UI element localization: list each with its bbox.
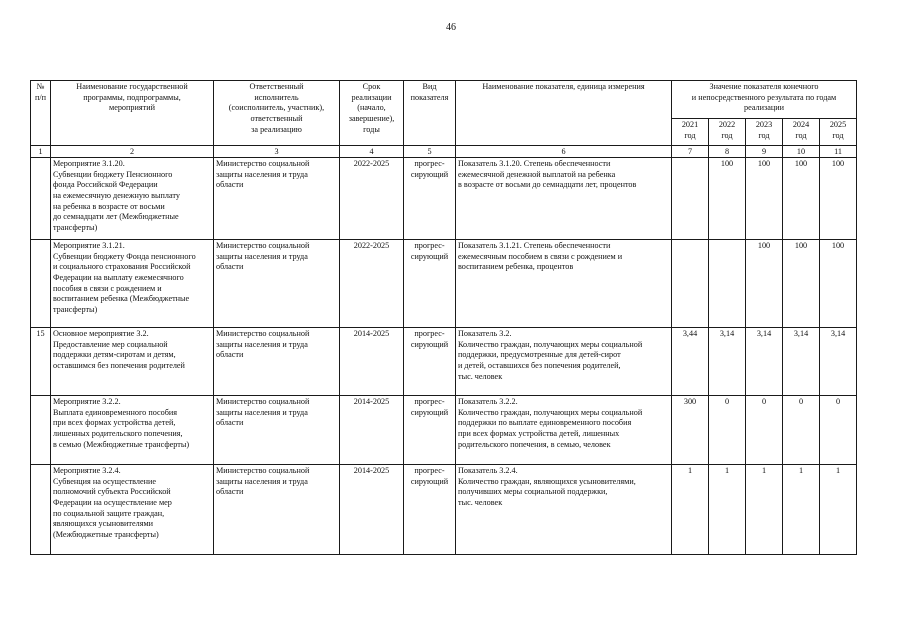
row-type: прогрес- сирующий [404, 328, 456, 396]
row-num [31, 396, 51, 465]
row-indicator: Показатель 3.1.20. Степень обеспеченности ежемесячной денежной выплатой на ребенка в возрасте от восьми до семнадцати лет, процентов [456, 158, 672, 240]
table-row [31, 158, 857, 240]
row-name: Мероприятие 3.1.20. Субвенции бюджету Пенсионного фонда Российской Федерации на ежемесячную денежную выплату на ребенка в возрасте от восьми до семнадцати лет (Межбюджетные трансферты) [51, 158, 214, 240]
row-period: 2022-2025 [340, 158, 404, 240]
page-number: 46 [446, 22, 456, 33]
column-number: 11 [820, 146, 857, 158]
table-row [31, 240, 857, 328]
row-value-2024: 1 [783, 465, 820, 555]
row-type: прогрес- сирующий [404, 465, 456, 555]
row-type: прогрес- сирующий [404, 396, 456, 465]
row-value-2025: 0 [820, 396, 857, 465]
header-year-2022: 2022 год [709, 119, 746, 146]
row-period: 2014-2025 [340, 328, 404, 396]
row-executor: Министерство социальной защиты населения и труда области [214, 396, 340, 465]
header-num: № п/п [31, 81, 51, 146]
row-executor: Министерство социальной защиты населения и труда области [214, 240, 340, 328]
row-value-2021: 1 [672, 465, 709, 555]
column-numbers-row [31, 146, 857, 158]
row-value-2025: 3,14 [820, 328, 857, 396]
row-type: прогрес- сирующий [404, 158, 456, 240]
column-number: 5 [404, 146, 456, 158]
row-num [31, 240, 51, 328]
header-period: Срок реализации (начало, завершение), годы [340, 81, 404, 146]
row-value-2023: 3,14 [746, 328, 783, 396]
header-year-2025: 2025 год [820, 119, 857, 146]
row-value-2024: 0 [783, 396, 820, 465]
row-value-2022: 1 [709, 465, 746, 555]
header-year-2023: 2023 год [746, 119, 783, 146]
table-row [31, 396, 857, 465]
row-value-2021 [672, 240, 709, 328]
row-indicator: Показатель 3.2. Количество граждан, получающих меры социальной поддержки, предусмотренные для детей-сирот и детей, оставшихся без попечения родителей, тыс. человек [456, 328, 672, 396]
row-period: 2014-2025 [340, 396, 404, 465]
row-period: 2022-2025 [340, 240, 404, 328]
row-value-2024: 3,14 [783, 328, 820, 396]
column-number: 1 [31, 146, 51, 158]
row-executor: Министерство социальной защиты населения и труда области [214, 465, 340, 555]
row-indicator: Показатель 3.1.21. Степень обеспеченности ежемесячным пособием в связи с рождением и воспитанием ребенка, процентов [456, 240, 672, 328]
column-number: 9 [746, 146, 783, 158]
row-num [31, 465, 51, 555]
column-number: 4 [340, 146, 404, 158]
column-number: 3 [214, 146, 340, 158]
column-number: 10 [783, 146, 820, 158]
row-value-2022: 100 [709, 158, 746, 240]
row-value-2022: 0 [709, 396, 746, 465]
row-value-2025: 100 [820, 240, 857, 328]
row-value-2025: 100 [820, 158, 857, 240]
row-indicator: Показатель 3.2.2. Количество граждан, получающих меры социальной поддержки по выплате единовременного пособия при всех формах устройства детей, лишенных родительского попечения, в семью, человек [456, 396, 672, 465]
row-value-2023: 1 [746, 465, 783, 555]
row-value-2024: 100 [783, 158, 820, 240]
header-executor: Ответственный исполнитель (соисполнитель, участник), ответственный за реализацию [214, 81, 340, 146]
row-indicator: Показатель 3.2.4. Количество граждан, являющихся усыновителями, получивших меры социальной поддержки, тыс. человек [456, 465, 672, 555]
header-year-2021: 2021 год [672, 119, 709, 146]
row-value-2021 [672, 158, 709, 240]
row-name: Основное мероприятие 3.2. Предоставление мер социальной поддержки детям-сиротам и детям, оставшимся без попечения родителей [51, 328, 214, 396]
header-type: Вид показателя [404, 81, 456, 146]
table-row [31, 465, 857, 555]
row-value-2021: 3,44 [672, 328, 709, 396]
header-indicator: Наименование показателя, единица измерения [456, 81, 672, 146]
row-name: Мероприятие 3.2.2. Выплата единовременного пособия при всех формах устройства детей, лишенных родительского попечения, в семью (Межбюджетные трансферты) [51, 396, 214, 465]
indicators-table [30, 80, 857, 555]
row-name: Мероприятие 3.2.4. Субвенция на осуществление полномочий субъекта Российской Федерации на осуществление мер по социальной защите граждан, являющихся усыновителями (Межбюджетные трансферты) [51, 465, 214, 555]
header-name: Наименование государственной программы, подпрограммы, мероприятий [51, 81, 214, 146]
table-row [31, 328, 857, 396]
column-number: 2 [51, 146, 214, 158]
header-values: Значение показателя конечного и непосредственного результата по годам реализации [672, 81, 857, 119]
row-num: 15 [31, 328, 51, 396]
column-number: 7 [672, 146, 709, 158]
column-number: 8 [709, 146, 746, 158]
row-value-2024: 100 [783, 240, 820, 328]
row-executor: Министерство социальной защиты населения и труда области [214, 158, 340, 240]
row-executor: Министерство социальной защиты населения и труда области [214, 328, 340, 396]
row-period: 2014-2025 [340, 465, 404, 555]
row-value-2022: 3,14 [709, 328, 746, 396]
row-value-2023: 0 [746, 396, 783, 465]
row-value-2021: 300 [672, 396, 709, 465]
row-num [31, 158, 51, 240]
column-number: 6 [456, 146, 672, 158]
row-type: прогрес- сирующий [404, 240, 456, 328]
header-year-2024: 2024 год [783, 119, 820, 146]
row-value-2022 [709, 240, 746, 328]
row-name: Мероприятие 3.1.21. Субвенции бюджету Фонда пенсионного и социального страхования Российской Федерации на выплату ежемесячного пособия в связи с рождением и воспитанием ребенка (Межбюджетные трансферты) [51, 240, 214, 328]
row-value-2025: 1 [820, 465, 857, 555]
row-value-2023: 100 [746, 158, 783, 240]
row-value-2023: 100 [746, 240, 783, 328]
